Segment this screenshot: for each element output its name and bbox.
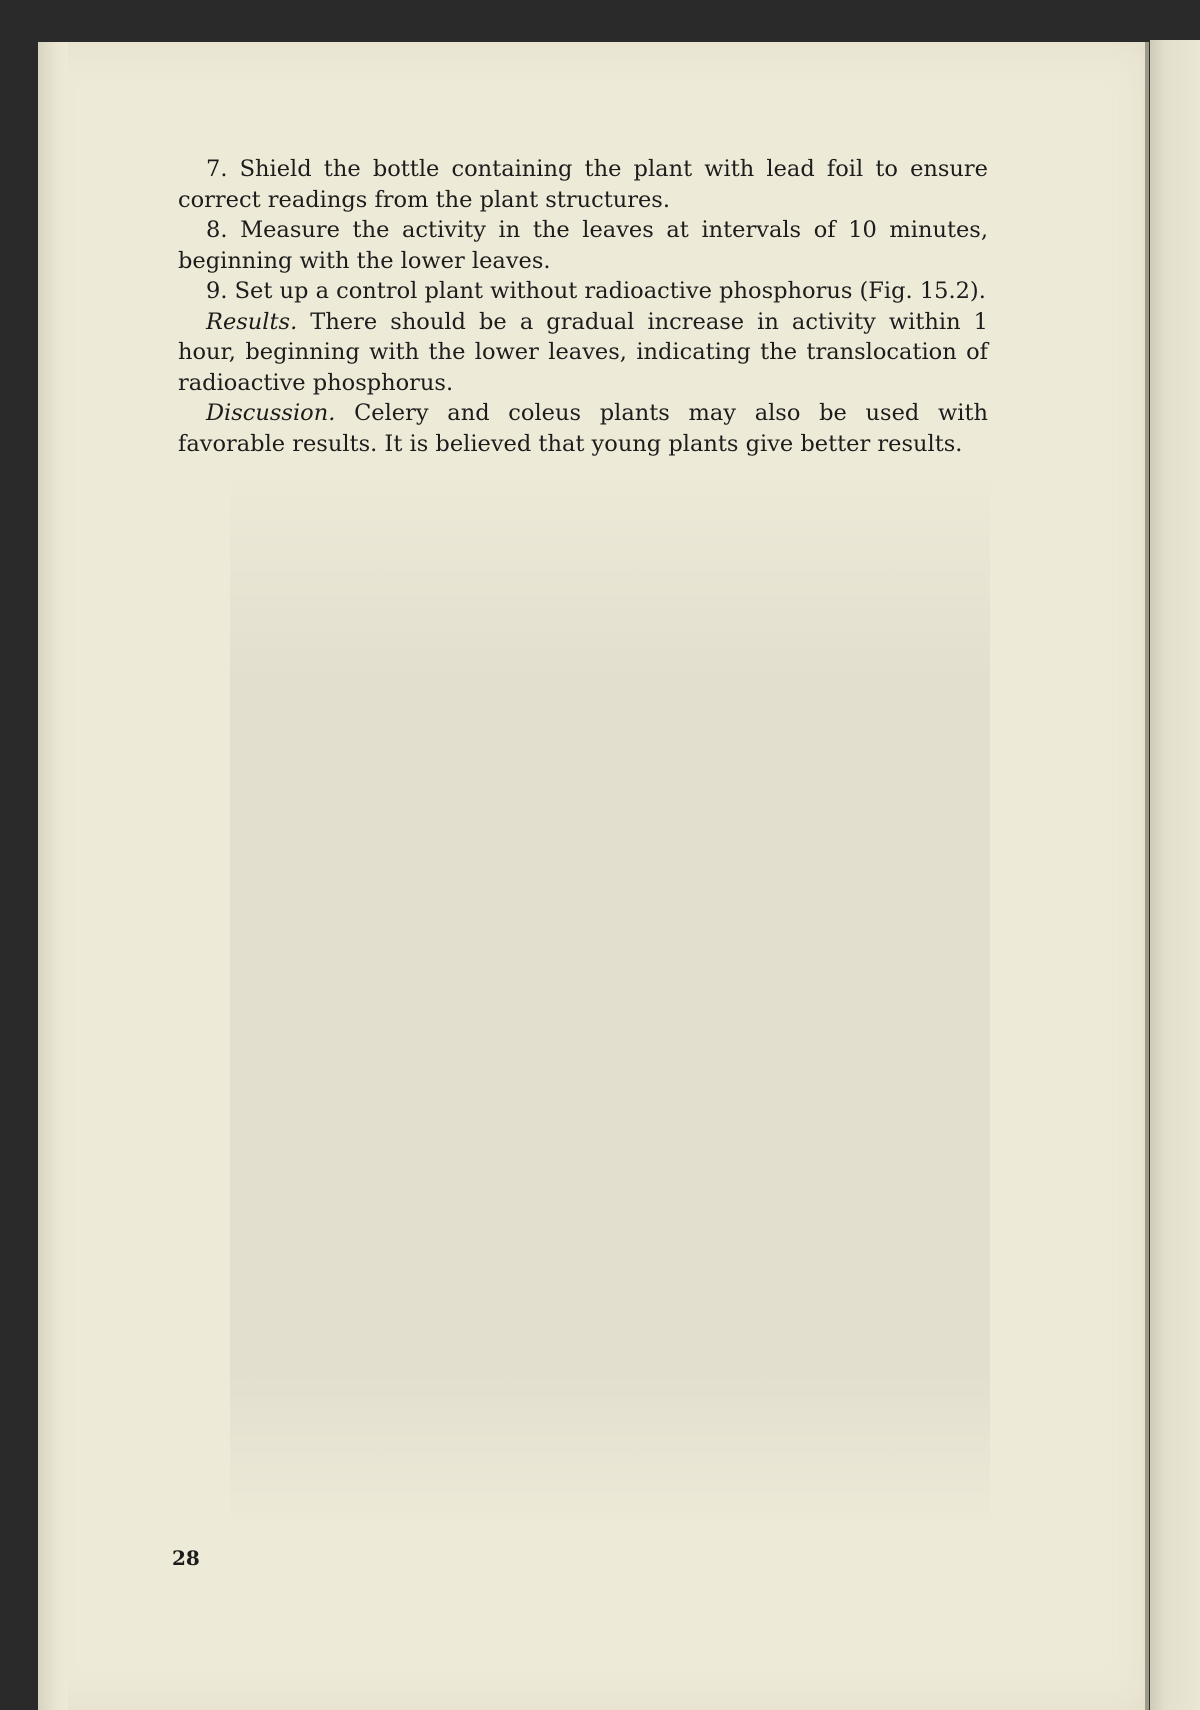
results-paragraph: Results. There should be a gradual increase in activity within 1 hour, beginning with the lower leaves, indicating the translocation of radioactive phosphorus. (178, 308, 988, 396)
discussion-paragraph: Discussion. Celery and coleus plants may also be used with favorable results. It is believed that young plants give better results. (178, 400, 988, 457)
step-8: 8. Measure the activity in the leaves at intervals of 10 minutes, beginning with the lower leaves. (178, 217, 988, 274)
discussion-label: Discussion. (206, 400, 336, 426)
step-7: 7. Shield the bottle containing the plant with lead foil to ensure correct readings from the plant structures. (178, 156, 988, 213)
book-gutter (1145, 42, 1149, 1710)
next-page-edge (1150, 40, 1200, 1710)
page-number: 28 (172, 1546, 200, 1570)
show-through-bleed (230, 470, 990, 1530)
results-label: Results. (206, 308, 298, 335)
page-stack-edge (38, 42, 68, 1710)
step-9: 9. Set up a control plant without radioactive phosphorus (Fig. 15.2). (206, 278, 986, 304)
body-text (178, 154, 988, 459)
